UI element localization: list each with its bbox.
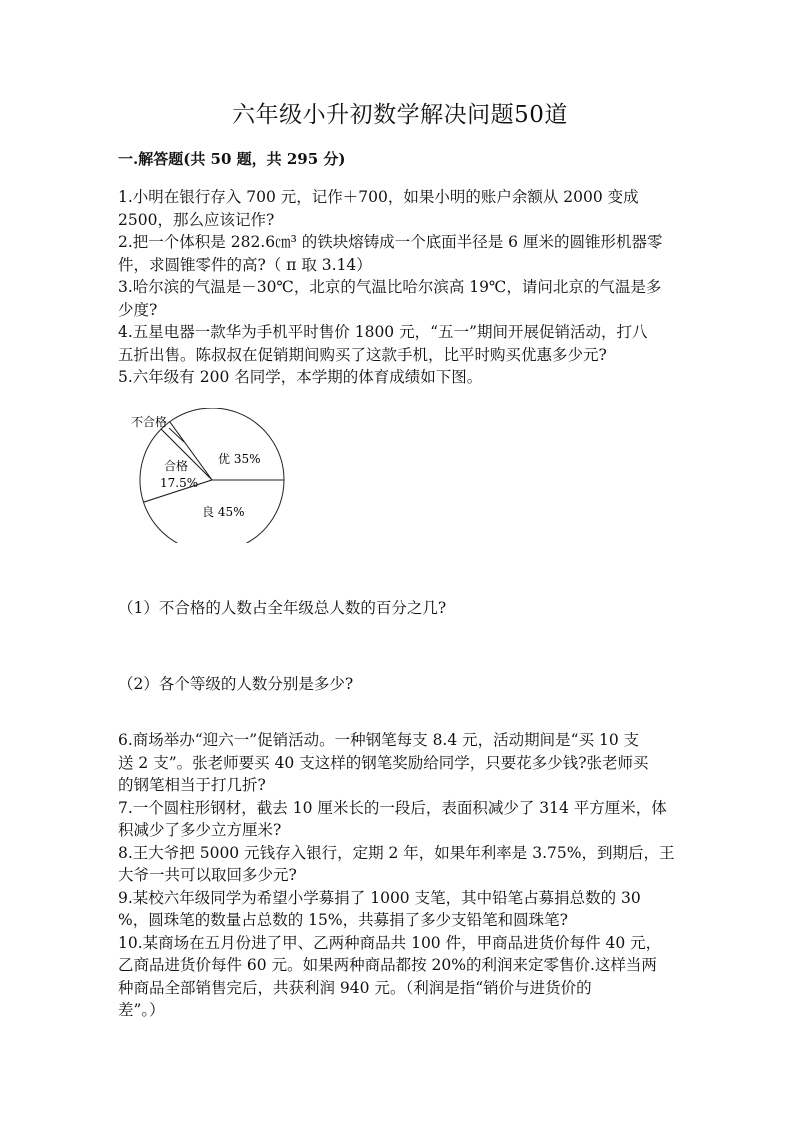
label-good: 良 45%	[202, 505, 245, 519]
question-line: 2.把一个体积是 282.6㎝³ 的铁块熔铸成一个底面半径是 6 厘米的圆锥形机器零	[118, 233, 663, 251]
question-line: 8.王大爷把 5000 元钱存入银行，定期 2 年，如果年利率是 3.75%，到期后，王	[118, 843, 675, 862]
question-line: 的钢笔相当于打几折?	[118, 776, 266, 794]
sub-question-1: （1）不合格的人数占全年级总人数的百分之几?	[118, 599, 447, 617]
section-heading: 一.解答题(共 50 题，共 295 分)	[118, 150, 346, 168]
question-line: 少度?	[118, 300, 158, 319]
label-excellent: 优 35%	[218, 452, 261, 466]
question-line: 9.某校六年级同学为希望小学募捐了 1000 支笔，其中铅笔占募捐总数的 30	[118, 888, 641, 907]
question-line: 乙商品进货价每件 60 元。如果两种商品都按 20%的利润来定零售价.这样当两	[118, 956, 657, 974]
page-title: 六年级小升初数学解决问题50道	[232, 102, 568, 128]
question-line: 10.某商场在五月份进了甲、乙两种商品共 100 件，甲商品进货价每件 40 元，	[118, 933, 662, 952]
question-line: 大爷一共可以取回多少元?	[118, 866, 297, 884]
grade-pie-chart	[120, 408, 290, 543]
question-line: 积减少了多少立方厘米?	[118, 821, 282, 839]
label-pass: 合格	[164, 459, 189, 473]
label-fail: 不合格	[131, 415, 168, 429]
question-line: 2500，那么应该记作?	[118, 210, 275, 229]
question-line: 种商品全部销售完后，共获利润 940 元。（利润是指“销价与进货价的	[118, 978, 592, 997]
question-line: 4.五星电器一款华为手机平时售价 1800 元，“五一”期间开展促销活动，打八	[118, 323, 648, 341]
question-line: %，圆珠笔的数量占总数的 15%，共募捐了多少支铅笔和圆珠笔?	[118, 911, 568, 929]
question-line: 送 2 支”。张老师要买 40 支这样的钢笔奖励给同学，只要花多少钱?张老师买	[118, 753, 649, 772]
question-block-6-10	[118, 729, 688, 1022]
question-line: 差”。）	[118, 1001, 165, 1019]
question-line: 5.六年级有 200 名同学，本学期的体育成绩如下图。	[118, 368, 483, 386]
question-line: 1.小明在银行存入 700 元，记作＋700，如果小明的账户余额从 2000 变成	[118, 188, 639, 206]
label-pass-percent: 17.5%	[160, 476, 199, 490]
question-line: 件，求圆锥零件的高?（ π 取 3.14）	[118, 255, 372, 274]
question-line: 3.哈尔滨的气温是－30℃，北京的气温比哈尔滨高 19℃，请问北京的气温是多	[118, 278, 662, 296]
question-line: 6.商场举办“迎六一”促销活动。一种钢笔每支 8.4 元，活动期间是“买 10 支	[118, 731, 640, 749]
question-line: 7.一个圆柱形钢材，截去 10 厘米长的一段后，表面积减少了 314 平方厘米，体	[118, 798, 667, 817]
sub-question-2: （2）各个等级的人数分别是多少?	[118, 675, 354, 693]
question-block-1-5	[118, 186, 688, 389]
question-line: 五折出售。陈叔叔在促销期间购买了这款手机，比平时购买优惠多少元?	[118, 345, 607, 364]
